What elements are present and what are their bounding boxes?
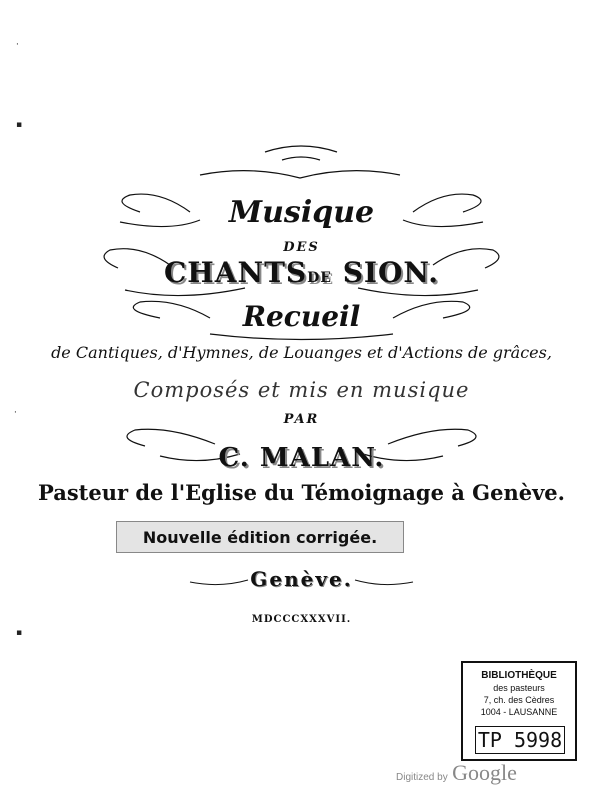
stamp-line-2: des pasteurs: [493, 683, 545, 693]
author-name: C. MALAN.: [218, 443, 385, 473]
title-chants-de-sion: [0, 256, 603, 289]
title-chants: CHANTS: [164, 256, 308, 289]
stamp-line-4: 1004 - LAUSANNE: [480, 707, 558, 717]
subtitle: de Cantiques, d'Hymnes, de Louanges et d'Actions de grâces,: [51, 343, 552, 362]
title-de: DE: [307, 270, 332, 286]
year: MDCCCXXXVII.: [251, 614, 352, 625]
margin-speck: ·: [16, 40, 19, 50]
city: Genève.: [250, 567, 353, 591]
google-logo: Google: [452, 760, 517, 785]
composition-line: Composés et mis en musique: [133, 378, 470, 402]
stamp-line-1: BIBLIOTHÈQUE: [481, 670, 557, 681]
author-position: Pasteur de l'Eglise du Témoignage à Genève.: [38, 480, 565, 505]
title-recueil: Recueil: [242, 300, 361, 333]
title-des: DES: [283, 240, 320, 255]
digitized-watermark: [396, 760, 517, 786]
margin-speck: ▪: [16, 628, 23, 638]
title-sion: SION.: [342, 256, 439, 289]
margin-speck: ▪: [16, 120, 23, 130]
edition-label: Nouvelle édition corrigée.: [116, 521, 404, 553]
library-stamp: [461, 661, 577, 761]
by-label: PAR: [283, 412, 320, 427]
margin-speck: ·: [14, 408, 17, 418]
digitized-by-label: Digitized by: [396, 772, 448, 783]
title-musique: Musique: [228, 195, 375, 230]
stamp-line-3: 7, ch. des Cèdres: [483, 695, 555, 705]
shelfmark: TP 5998: [475, 726, 565, 754]
